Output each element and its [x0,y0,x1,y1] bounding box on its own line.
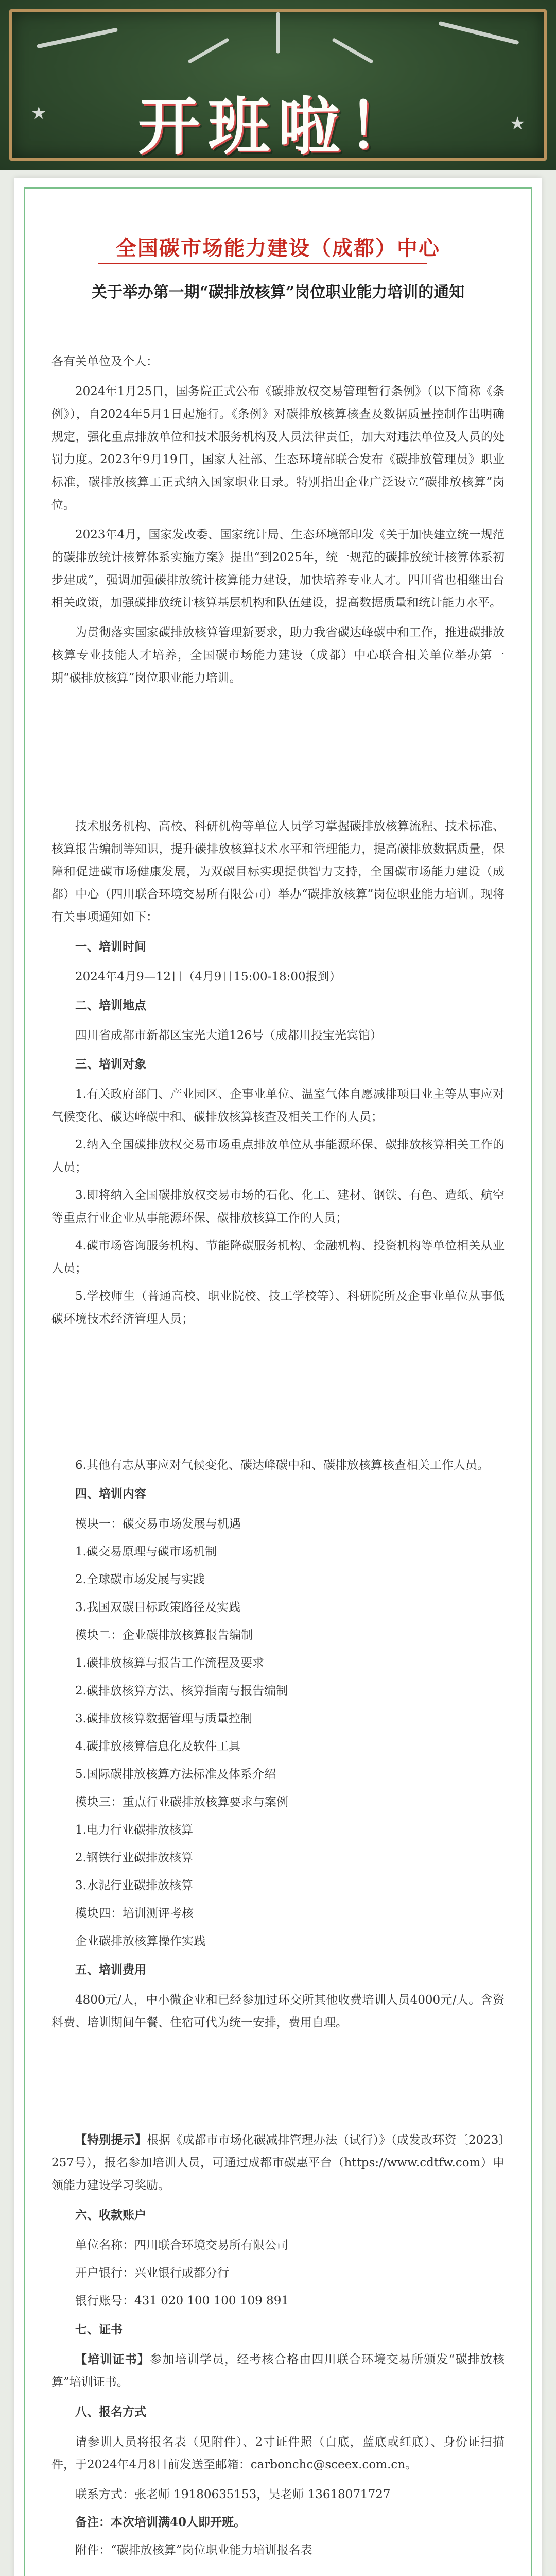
spacer [51,2041,505,2129]
section-heading: 八、报名方式 [75,2405,146,2419]
module-item: 4.碳排放核算信息化及软件工具 [75,1740,240,1753]
section-heading: 三、培训对象 [75,1057,146,1071]
module-title: 模块四：培训测评考核 [75,1907,194,1920]
module-item: 企业碳排放核算操作实践 [75,1935,205,1948]
module-item: 2.全球碳市场发展与实践 [75,1573,205,1586]
certificate-note [51,2348,505,2394]
paragraph: 2024年1月25日，国务院正式公布《碳排放权交易管理暂行条例》（以下简称《条例》），自2024年5月1日起施行。《条例》对碳排放核算核查及数据质量控制作出明确规定，强化重点排放单位和技术服务机构及人员法律责任，加大对违法单位及人员的处罚力度。2023年9月19日，国家人社部、生态环境部联合发布《碳排放管理员》职业标准，碳排放核算工正式纳入国家职业目录。特别指出企业广泛设立“碳排放核算”岗位。 [51,385,505,512]
notice-body [51,350,505,2567]
target-item: 5.学校师生（普通高校、职业院校、技工学校等）、科研院所及企事业单位从事低碳环境技术经济管理人员； [51,1290,505,1326]
section-heading: 六、收款账户 [75,2208,146,2222]
module-title: 模块一：碳交易市场发展与机遇 [75,1517,241,1531]
spacer [51,697,505,815]
module-item: 2.碳排放核算方法、核算指南与报告编制 [75,1684,288,1698]
contact-info: 联系方式：张老师 19180635153，吴老师 13618071727 [75,2488,391,2501]
target-item: 6.其他有志从事应对气候变化、碳达峰碳中和、碳排放核算核查相关工作人员。 [75,1459,489,1472]
target-item: 1.有关政府部门、产业园区、企事业单位、温室气体自愿减排项目业主等从事应对气候变化、碳达峰碳中和、碳排放核算核查及相关工作的人员； [51,1088,505,1124]
paragraph: 技术服务机构、高校、科研机构等单位人员学习掌握碳排放核算流程、技术标准、核算报告编制等知识，提升碳排放核算技术水平和管理能力，提高碳排放数据质量，保障和促进碳市场健康发展，为双碳目标实现提供智力支持，全国碳市场能力建设（成都）中心（四川联合环境交易所有限公司）举办“碳排放核算”岗位职业能力培训。现将有关事项通知如下： [51,820,505,924]
certificate-label: 【培训证书】 [75,2352,150,2366]
attachment: 附件：“碳排放核算”岗位职业能力培训报名表 [75,2544,312,2557]
section-heading: 一、培训时间 [75,940,146,954]
opening-note: 备注：本次培训满40人即开班。 [75,2515,246,2529]
notice-title: 关于举办第一期“碳排放核算”岗位职业能力培训的通知 [91,283,465,301]
account-name: 单位名称：四川联合环境交易所有限公司 [75,2239,288,2252]
fee-text: 4800元/人，中小微企业和已经参加过环交所其他收费培训人员4000元/人。含资料费、培训期间午餐、住宿可代为统一安排，费用自理。 [51,1993,505,2029]
module-item: 3.碳排放核算数据管理与质量控制 [75,1712,252,1725]
red-divider [98,263,427,264]
spacer [51,1335,505,1454]
module-item: 1.碳交易原理与碳市场机制 [75,1545,217,1558]
account-number: 银行账号：431 020 100 100 109 891 [75,2294,289,2308]
module-item: 5.国际碳排放核算方法标准及体系介绍 [75,1768,276,1781]
paragraph: 为贯彻落实国家碳排放核算管理新要求，助力我省碳达峰碳中和工作，推进碳排放核算专业技能人才培养，全国碳市场能力建设（成都）中心联合相关单位举办第一期“碳排放核算”岗位职业能力培训。 [51,626,505,685]
signup-text: 请参训人员将报名表（见附件）、2寸证件照（白底，蓝底或红底）、身份证扫描件，于2024年4月8日前发送至邮箱：carbonchc@sceex.com.cn。 [51,2435,505,2471]
account-bank: 开户银行：兴业银行成都分行 [75,2266,229,2280]
paragraph: 2023年4月，国家发改委、国家统计局、生态环境部印发《关于加快建立统一规范的碳排放统计核算体系实施方案》提出“到2025年，统一规范的碳排放统计核算体系初步建成”，强调加强碳排放统计核算能力建设，加快培养专业人才。四川省也相继出台相关政策，加强碳排放统计核算基层机构和队伍建设，提高数据质量和统计能力水平。 [51,528,505,609]
module-title: 模块二：企业碳排放核算报告编制 [75,1629,253,1642]
special-label: 【特别提示】 [75,2133,147,2147]
module-item: 1.电力行业碳排放核算 [75,1823,193,1837]
place-value: 四川省成都市新都区宝光大道126号（成都川投宝光宾馆） [75,1029,382,1042]
target-item: 2.纳入全国碳排放权交易市场重点排放单位从事能源环保、碳排放核算相关工作的人员； [51,1138,505,1174]
target-item: 3.即将纳入全国碳排放权交易市场的石化、化工、建材、钢铁、有色、造纸、航空等重点行业企业从事能源环保、碳排放核算工作的人员； [51,1189,505,1225]
module-title: 模块三：重点行业碳排放核算要求与案例 [75,1795,288,1809]
time-value: 2024年4月9—12日（4月9日15:00-18:00报到） [75,970,341,984]
target-item: 4.碳市场咨询服务机构、节能降碳服务机构、金融机构、投资机构等单位相关从业人员； [51,1239,505,1275]
star-icon: ★ [510,113,526,134]
special-note [51,2129,505,2197]
section-heading: 二、培训地点 [75,998,146,1012]
section-heading: 七、证书 [75,2323,123,2336]
chalk-stroke [276,12,280,54]
module-item: 1.碳排放核算与报告工作流程及要求 [75,1656,264,1670]
banner-title: 开班啦！ [138,91,418,163]
section-heading: 四、培训内容 [75,1487,146,1501]
section-heading: 五、培训费用 [75,1963,146,1977]
star-icon: ★ [31,103,47,124]
organization-title: 全国碳市场能力建设（成都）中心 [116,236,440,260]
module-item: 3.水泥行业碳排放核算 [75,1879,193,1892]
module-item: 3.我国双碳目标政策路径及实践 [75,1601,240,1614]
chalkboard-banner [0,0,556,170]
special-text: 根据《成都市市场化碳减排管理办法（试行）》（成发改环资〔2023〕257号），报名参加培训人员，可通过成都市碳惠平台（https://www.cdtfw.com）申领能力建设学习奖励。 [51,2133,505,2192]
module-item: 2.钢铁行业碳排放核算 [75,1851,193,1865]
certificate-text: 参加培训学员，经考核合格由四川联合环境交易所颁发“碳排放核算”培训证书。 [51,2353,505,2389]
salutation: 各有关单位及个人： [51,355,158,368]
